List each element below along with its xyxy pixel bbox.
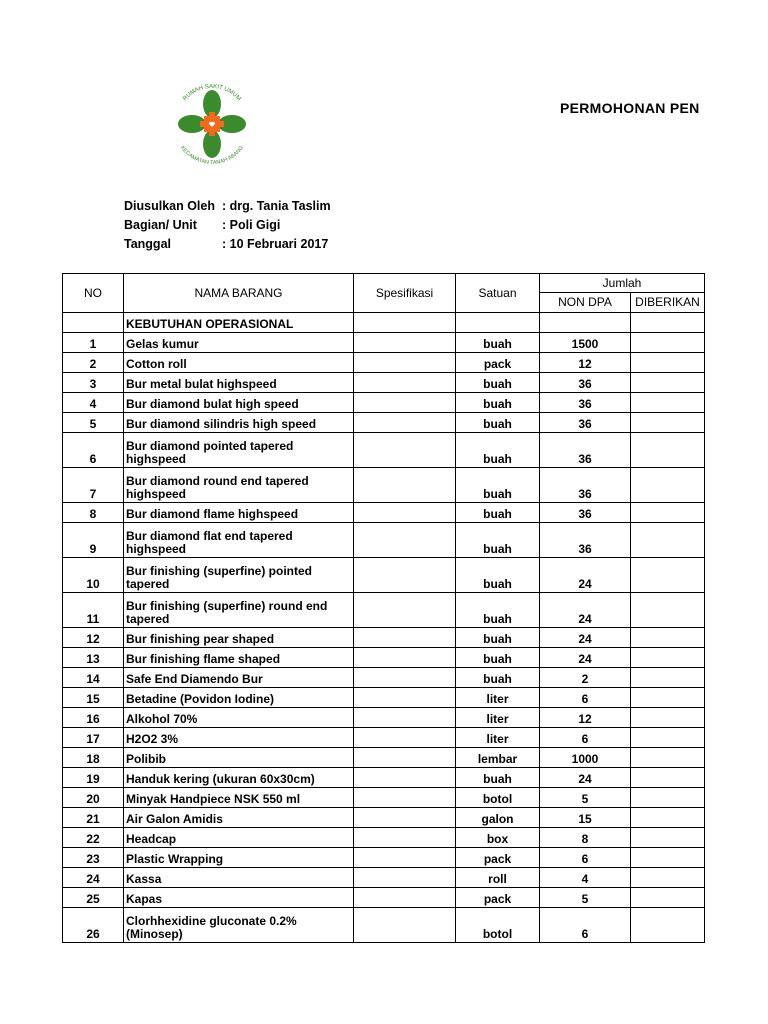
item-name: Bur diamond silindris high speed xyxy=(124,413,354,433)
item-quantity-given xyxy=(631,393,705,413)
row-number: 15 xyxy=(63,688,124,708)
item-specification xyxy=(354,888,456,908)
table-row xyxy=(63,708,705,728)
item-specification xyxy=(354,908,456,943)
row-number: 10 xyxy=(63,558,124,593)
item-unit: liter xyxy=(456,688,540,708)
header-given: DIBERIKAN xyxy=(631,293,705,313)
item-name: Plastic Wrapping xyxy=(124,848,354,868)
row-number: 8 xyxy=(63,503,124,523)
item-quantity-non-dpa: 24 xyxy=(540,628,631,648)
table-row xyxy=(63,503,705,523)
item-quantity-given xyxy=(631,708,705,728)
item-quantity-non-dpa: 36 xyxy=(540,413,631,433)
item-quantity-non-dpa: 12 xyxy=(540,353,631,373)
item-quantity-non-dpa: 1500 xyxy=(540,333,631,353)
item-specification xyxy=(354,373,456,393)
item-unit: buah xyxy=(456,373,540,393)
item-quantity-given xyxy=(631,333,705,353)
item-unit: pack xyxy=(456,848,540,868)
item-quantity-non-dpa: 6 xyxy=(540,848,631,868)
item-quantity-non-dpa: 36 xyxy=(540,468,631,503)
item-specification xyxy=(354,413,456,433)
row-number: 1 xyxy=(63,333,124,353)
row-number: 2 xyxy=(63,353,124,373)
item-name: Bur diamond bulat high speed xyxy=(124,393,354,413)
item-quantity-given xyxy=(631,353,705,373)
item-name: Betadine (Povidon Iodine) xyxy=(124,688,354,708)
date-value: : 10 Februari 2017 xyxy=(222,237,329,251)
table-row xyxy=(63,413,705,433)
item-quantity-given xyxy=(631,413,705,433)
item-specification xyxy=(354,708,456,728)
item-unit: buah xyxy=(456,468,540,503)
item-name: Bur finishing flame shaped xyxy=(124,648,354,668)
item-specification xyxy=(354,748,456,768)
item-name: Kassa xyxy=(124,868,354,888)
table-row xyxy=(63,558,705,593)
header-no: NO xyxy=(63,274,124,313)
item-unit: buah xyxy=(456,433,540,468)
item-quantity-given xyxy=(631,558,705,593)
item-quantity-given xyxy=(631,648,705,668)
table-row xyxy=(63,788,705,808)
item-name: Bur diamond flame highspeed xyxy=(124,503,354,523)
item-name: Bur finishing (superfine) pointed tapered xyxy=(124,558,354,593)
item-specification xyxy=(354,808,456,828)
header-unit: Satuan xyxy=(456,274,540,313)
item-unit: buah xyxy=(456,333,540,353)
item-quantity-non-dpa: 36 xyxy=(540,523,631,558)
item-quantity-given xyxy=(631,788,705,808)
row-number: 17 xyxy=(63,728,124,748)
item-unit: lembar xyxy=(456,748,540,768)
item-unit: buah xyxy=(456,523,540,558)
item-quantity-non-dpa: 24 xyxy=(540,648,631,668)
document-title: PERMOHONAN PEN xyxy=(560,100,700,116)
table-row xyxy=(63,688,705,708)
date-label: Tanggal xyxy=(124,237,171,251)
item-specification xyxy=(354,868,456,888)
item-quantity-non-dpa: 6 xyxy=(540,908,631,943)
item-name: Handuk kering (ukuran 60x30cm) xyxy=(124,768,354,788)
table-row xyxy=(63,848,705,868)
item-unit: buah xyxy=(456,503,540,523)
table-row xyxy=(63,808,705,828)
item-quantity-given xyxy=(631,808,705,828)
item-quantity-given xyxy=(631,868,705,888)
item-quantity-non-dpa: 12 xyxy=(540,708,631,728)
unit-value: : Poli Gigi xyxy=(222,218,281,232)
item-unit: pack xyxy=(456,353,540,373)
item-specification xyxy=(354,558,456,593)
item-specification xyxy=(354,848,456,868)
item-name: Headcap xyxy=(124,828,354,848)
item-specification xyxy=(354,468,456,503)
logo-top-text: RUMAH SAKIT UMUM xyxy=(182,83,242,103)
item-unit: liter xyxy=(456,728,540,748)
header-quantity: Jumlah xyxy=(540,274,705,293)
row-number: 23 xyxy=(63,848,124,868)
item-unit: buah xyxy=(456,668,540,688)
item-quantity-given xyxy=(631,748,705,768)
item-quantity-given xyxy=(631,828,705,848)
item-quantity-given xyxy=(631,433,705,468)
item-specification xyxy=(354,728,456,748)
row-number: 26 xyxy=(63,908,124,943)
row-number: 6 xyxy=(63,433,124,468)
item-quantity-given xyxy=(631,728,705,748)
item-quantity-given xyxy=(631,373,705,393)
table-row xyxy=(63,888,705,908)
table-row xyxy=(63,668,705,688)
item-quantity-non-dpa: 5 xyxy=(540,788,631,808)
row-number: 7 xyxy=(63,468,124,503)
item-specification xyxy=(354,688,456,708)
table-row xyxy=(63,768,705,788)
item-quantity-given xyxy=(631,523,705,558)
item-unit: buah xyxy=(456,593,540,628)
item-quantity-non-dpa: 15 xyxy=(540,808,631,828)
row-number: 25 xyxy=(63,888,124,908)
table-row xyxy=(63,593,705,628)
row-number: 13 xyxy=(63,648,124,668)
item-quantity-non-dpa: 24 xyxy=(540,558,631,593)
item-unit: box xyxy=(456,828,540,848)
item-specification xyxy=(354,668,456,688)
item-specification xyxy=(354,333,456,353)
item-quantity-non-dpa: 4 xyxy=(540,868,631,888)
header-item-name: NAMA BARANG xyxy=(124,274,354,313)
item-quantity-given xyxy=(631,668,705,688)
item-name: Alkohol 70% xyxy=(124,708,354,728)
item-quantity-given xyxy=(631,628,705,648)
item-name: Bur finishing pear shaped xyxy=(124,628,354,648)
item-name: Cotton roll xyxy=(124,353,354,373)
item-specification xyxy=(354,628,456,648)
item-unit: pack xyxy=(456,888,540,908)
item-quantity-given xyxy=(631,888,705,908)
item-unit: liter xyxy=(456,708,540,728)
table-row xyxy=(63,523,705,558)
item-name: Bur diamond pointed tapered highspeed xyxy=(124,433,354,468)
item-quantity-given xyxy=(631,503,705,523)
item-quantity-given xyxy=(631,768,705,788)
item-name: Clorhhexidine gluconate 0.2% (Minosep) xyxy=(124,908,354,943)
table-row xyxy=(63,628,705,648)
table-row xyxy=(63,828,705,848)
item-specification xyxy=(354,768,456,788)
hospital-logo xyxy=(160,70,264,174)
item-quantity-non-dpa: 24 xyxy=(540,768,631,788)
item-quantity-non-dpa: 36 xyxy=(540,433,631,468)
table-row xyxy=(63,908,705,943)
item-name: Bur diamond round end tapered highspeed xyxy=(124,468,354,503)
row-number: 3 xyxy=(63,373,124,393)
table-row xyxy=(63,648,705,668)
item-specification xyxy=(354,788,456,808)
unit-label: Bagian/ Unit xyxy=(124,218,197,232)
item-unit: buah xyxy=(456,393,540,413)
item-quantity-given xyxy=(631,593,705,628)
item-unit: buah xyxy=(456,628,540,648)
row-number: 9 xyxy=(63,523,124,558)
item-quantity-non-dpa: 8 xyxy=(540,828,631,848)
item-unit: buah xyxy=(456,558,540,593)
row-number: 4 xyxy=(63,393,124,413)
item-specification xyxy=(354,353,456,373)
items-table xyxy=(62,273,705,943)
row-number: 19 xyxy=(63,768,124,788)
logo-bottom-text: KECAMATAN TANAH ABANG xyxy=(178,145,246,167)
item-unit: buah xyxy=(456,413,540,433)
row-number: 24 xyxy=(63,868,124,888)
item-name: Minyak Handpiece NSK 550 ml xyxy=(124,788,354,808)
item-quantity-given xyxy=(631,848,705,868)
row-number: 11 xyxy=(63,593,124,628)
item-quantity-given xyxy=(631,908,705,943)
header-non-dpa: NON DPA xyxy=(540,293,631,313)
proposed-by-label: Diusulkan Oleh xyxy=(124,199,215,213)
table-row xyxy=(63,333,705,353)
item-unit: roll xyxy=(456,868,540,888)
table-row xyxy=(63,468,705,503)
item-specification xyxy=(354,503,456,523)
items-table-body xyxy=(63,313,705,943)
section-row xyxy=(63,313,705,333)
request-metadata xyxy=(124,197,331,254)
section-title: KEBUTUHAN OPERASIONAL xyxy=(124,313,354,333)
row-number: 22 xyxy=(63,828,124,848)
item-quantity-non-dpa: 24 xyxy=(540,593,631,628)
table-row xyxy=(63,393,705,413)
item-quantity-non-dpa: 1000 xyxy=(540,748,631,768)
item-unit: buah xyxy=(456,768,540,788)
table-row xyxy=(63,748,705,768)
item-specification xyxy=(354,433,456,468)
item-specification xyxy=(354,648,456,668)
table-row xyxy=(63,868,705,888)
item-quantity-given xyxy=(631,468,705,503)
row-number: 14 xyxy=(63,668,124,688)
header-specification: Spesifikasi xyxy=(354,274,456,313)
item-unit: botol xyxy=(456,788,540,808)
item-quantity-non-dpa: 2 xyxy=(540,668,631,688)
table-row xyxy=(63,433,705,468)
item-quantity-non-dpa: 36 xyxy=(540,373,631,393)
proposed-by-value: : drg. Tania Taslim xyxy=(222,199,331,213)
item-name: Kapas xyxy=(124,888,354,908)
item-quantity-non-dpa: 6 xyxy=(540,728,631,748)
item-unit: botol xyxy=(456,908,540,943)
row-number: 5 xyxy=(63,413,124,433)
item-name: Air Galon Amidis xyxy=(124,808,354,828)
row-number: 20 xyxy=(63,788,124,808)
row-number: 12 xyxy=(63,628,124,648)
row-number: 21 xyxy=(63,808,124,828)
row-number: 16 xyxy=(63,708,124,728)
table-row xyxy=(63,373,705,393)
row-number: 18 xyxy=(63,748,124,768)
item-name: Bur finishing (superfine) round end tapered xyxy=(124,593,354,628)
item-name: Polibib xyxy=(124,748,354,768)
item-unit: buah xyxy=(456,648,540,668)
item-quantity-non-dpa: 6 xyxy=(540,688,631,708)
item-unit: galon xyxy=(456,808,540,828)
item-name: Safe End Diamendo Bur xyxy=(124,668,354,688)
table-row xyxy=(63,728,705,748)
item-quantity-non-dpa: 36 xyxy=(540,393,631,413)
item-quantity-non-dpa: 5 xyxy=(540,888,631,908)
item-specification xyxy=(354,523,456,558)
item-name: Gelas kumur xyxy=(124,333,354,353)
item-specification xyxy=(354,828,456,848)
item-name: H2O2 3% xyxy=(124,728,354,748)
item-specification xyxy=(354,393,456,413)
item-name: Bur metal bulat highspeed xyxy=(124,373,354,393)
table-row xyxy=(63,353,705,373)
item-quantity-given xyxy=(631,688,705,708)
item-specification xyxy=(354,593,456,628)
item-name: Bur diamond flat end tapered highspeed xyxy=(124,523,354,558)
item-quantity-non-dpa: 36 xyxy=(540,503,631,523)
